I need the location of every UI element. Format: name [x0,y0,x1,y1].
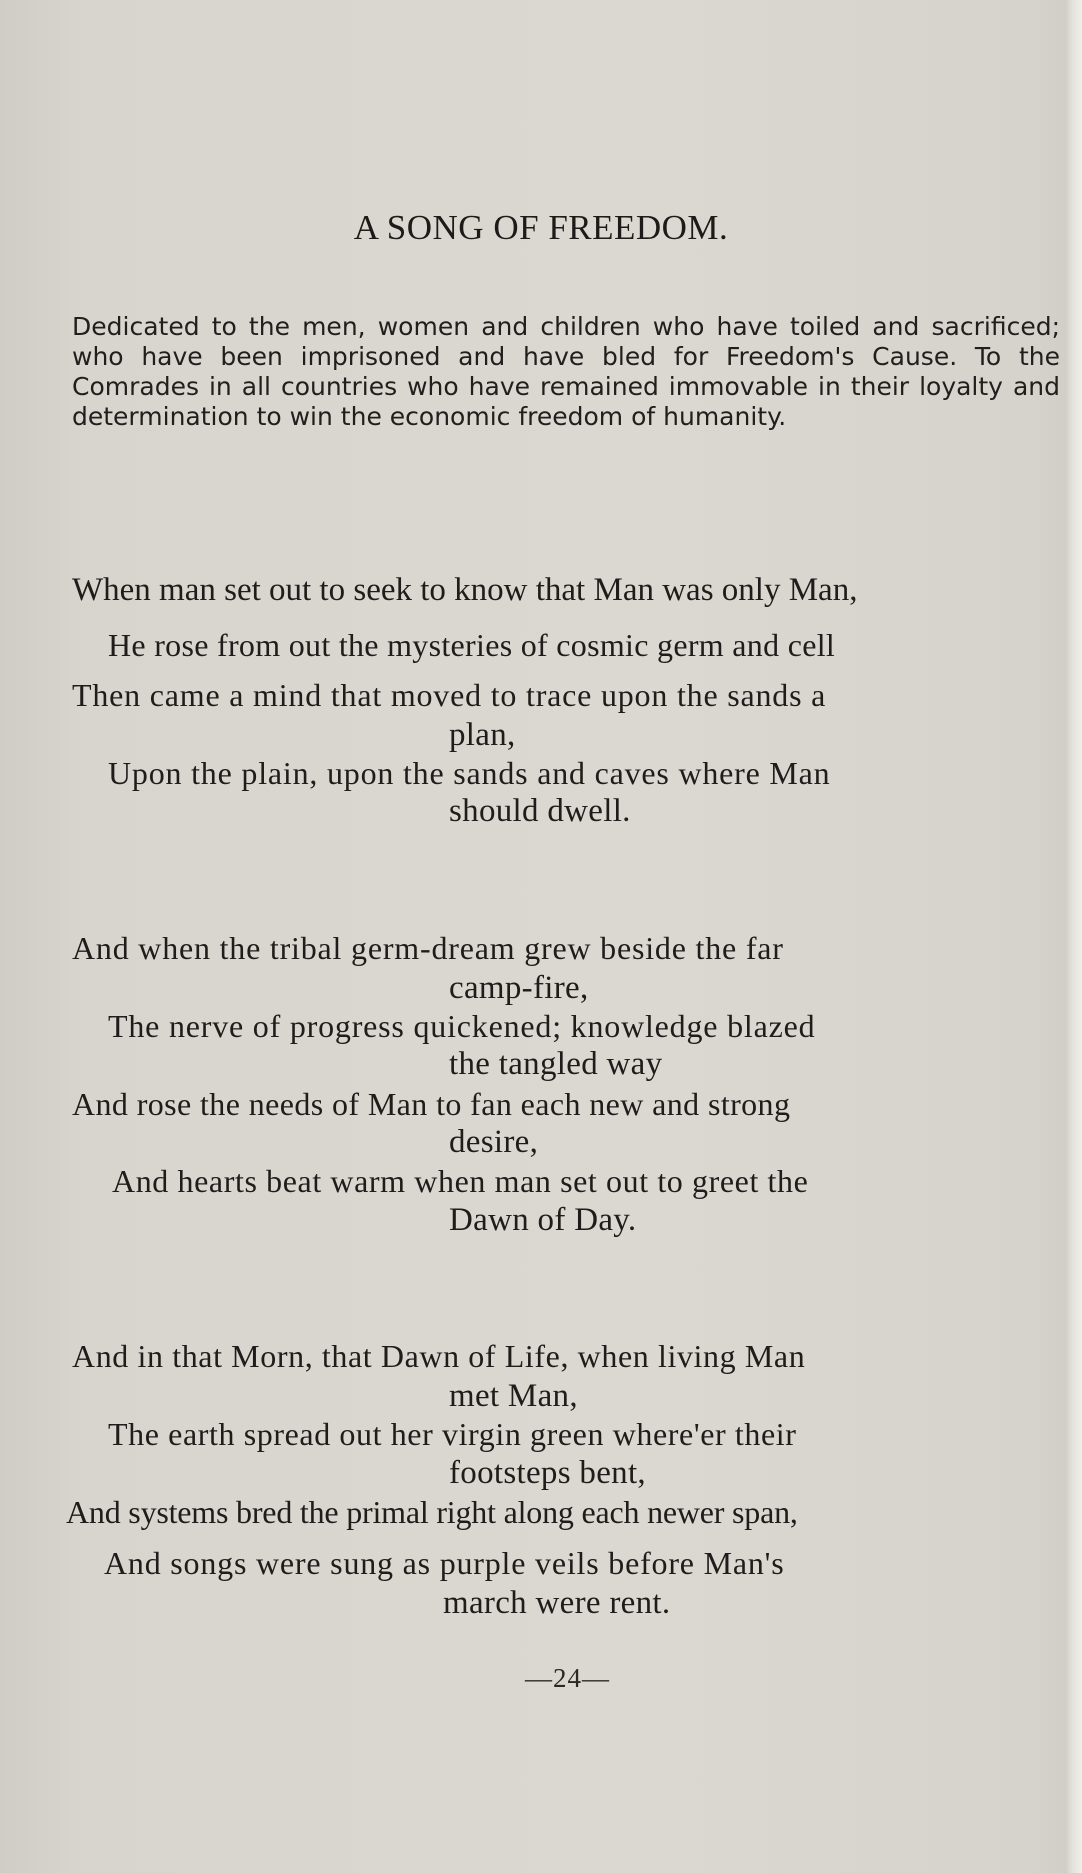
stanza-3-line-2: The earth spread out her virgin green where'er their [108,1416,797,1452]
stanza-3-line-1: And in that Morn, that Dawn of Life, when living Man [72,1338,806,1374]
page-edge [1066,0,1082,1873]
stanza-2-line-3-cont: desire, [449,1124,539,1160]
stanza-1-line-3-cont: plan, [449,717,516,753]
stanza-2-line-4-cont: Dawn of Day. [449,1202,637,1238]
stanza-3-line-4-cont: march were rent. [443,1585,671,1621]
stanza-3-line-4: And songs were sung as purple veils before Man's [104,1545,785,1581]
stanza-2-line-2-cont: the tangled way [449,1046,663,1082]
stanza-1-line-1: When man set out to seek to know that Man was only Man, [72,572,858,608]
stanza-1-line-4-cont: should dwell. [449,793,631,829]
stanza-1-line-2: He rose from out the mysteries of cosmic germ and cell [108,627,836,663]
stanza-2-line-1-cont: camp-fire, [449,970,589,1006]
stanza-1-line-4: Upon the plain, upon the sands and caves where Man [108,755,831,791]
stanza-1-line-3: Then came a mind that moved to trace upon the sands a [72,677,827,713]
stanza-2-line-3: And rose the needs of Man to fan each new and strong [72,1086,791,1122]
stanza-3-line-1-cont: met Man, [449,1378,578,1414]
stanza-2-line-4: And hearts beat warm when man set out to greet the [112,1163,809,1199]
stanza-3-line-2-cont: footsteps bent, [449,1455,646,1491]
poem-title: A SONG OF FREEDOM. [353,208,729,247]
stanza-2-line-1: And when the tribal germ-dream grew beside the far [72,930,784,966]
page-number: —24— [525,1663,610,1693]
stanza-3-line-3: And systems bred the primal right along each newer span, [66,1494,798,1530]
stanza-2-line-2: The nerve of progress quickened; knowledge blazed [108,1008,816,1044]
dedication-paragraph: Dedicated to the men, women and children who have toiled and sacrificed; who have been imprisoned and have bled for Freedom's Cause. To the Comrades in all countries who have remained immovable in their loyalty and determination to win the economic freedom of humanity. [72,312,1060,431]
